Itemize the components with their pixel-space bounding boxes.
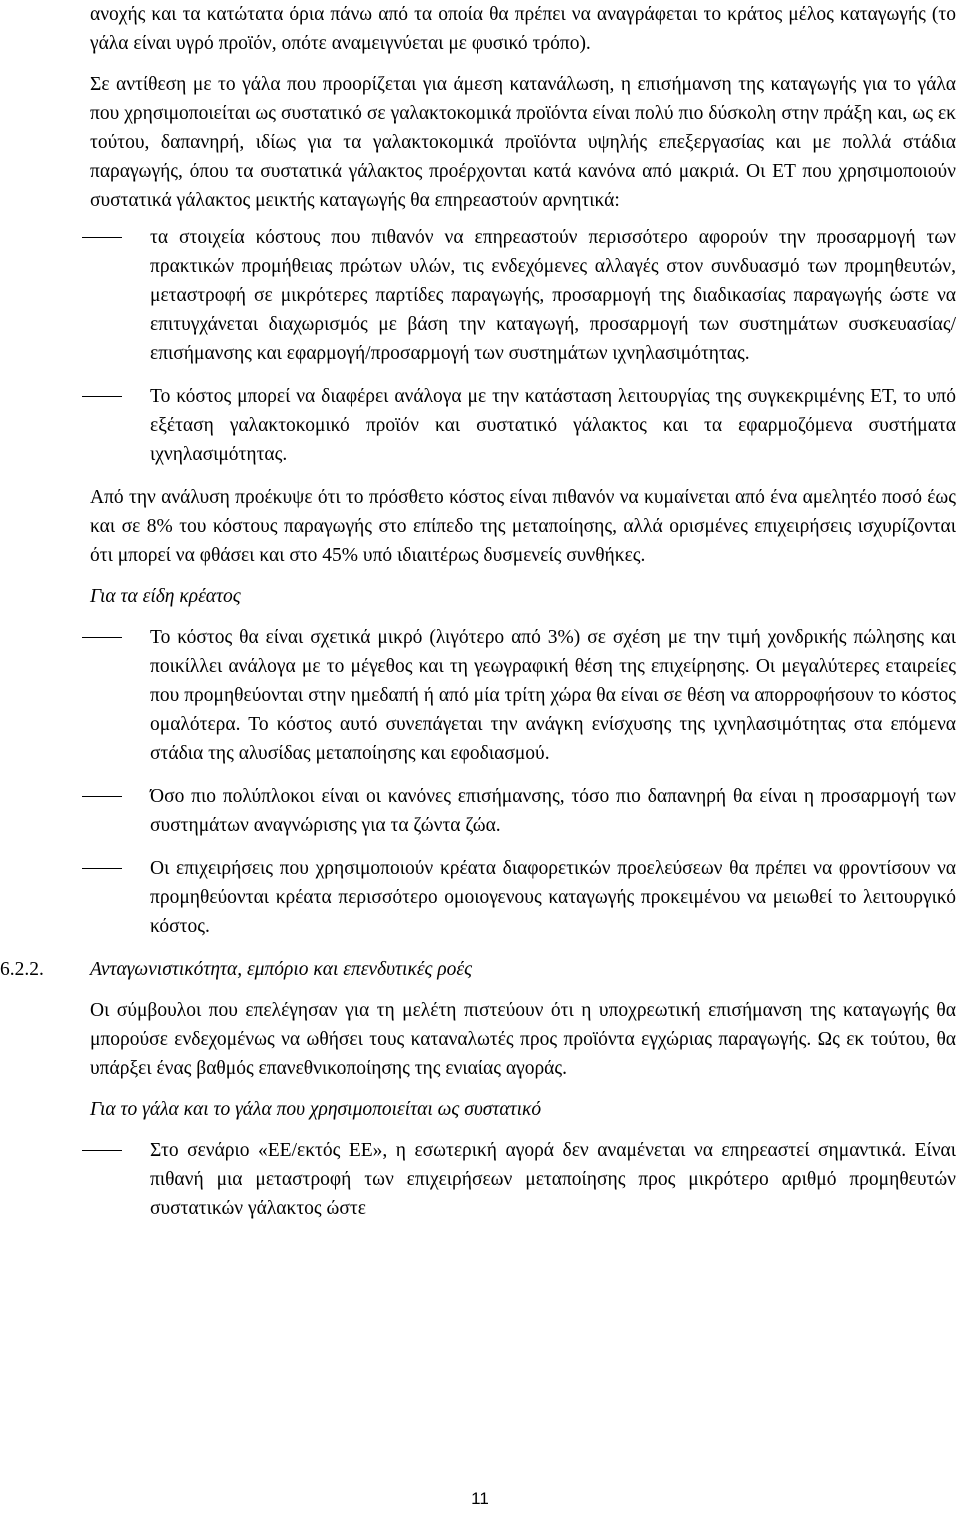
list-item — [90, 223, 956, 368]
intro-paragraph-2: Σε αντίθεση με το γάλα που προορίζεται για άμεση κατανάλωση, η επισήμανση της καταγωγής για το γάλα που χρησιμοποιείται ως συστατικό σε γαλακτοκομικά προϊόντα είναι πολύ πιο δύσκολη στην πράξη και, ως εκ τούτου, δαπανηρή, ιδίως για τα γαλακτοκομικά προϊόντα υψηλής επεξεργασίας και με πολλά στάδια παραγωγής, όπου τα συστατικά γάλακτος προέρχονται κατά κανόνα από μακριά. Οι ΕΤ που χρησιμοποιούν συστατικά γάλακτος μεικτής καταγωγής θα επηρεαστούν αρνητικά: — [90, 74, 956, 211]
milk-subheading: Για το γάλα και το γάλα που χρησιμοποιείται ως συστατικό — [90, 1099, 542, 1120]
list-item — [90, 382, 956, 469]
page-number: 11 — [471, 1489, 489, 1508]
list-item-text: Στο σενάριο «ΕΕ/εκτός ΕΕ», η εσωτερική αγορά δεν αναμένεται να επηρεαστεί σημαντικά. Είναι πιθανή μια μεταστροφή των επιχειρήσεων μεταποίησης προς μικρότερο αριθμό προμηθευτών συστατικών γάλακτος ώστε — [150, 1140, 956, 1219]
list-item-text: Όσο πιο πολύπλοκοι είναι οι κανόνες επισήμανσης, τόσο πιο δαπανηρή θα είναι η προσαρμογή των συστημάτων αναγνώρισης για τα ζώντα ζώα. — [150, 786, 956, 836]
consultants-paragraph: Οι σύμβουλοι που επελέγησαν για τη μελέτη πιστεύουν ότι η υποχρεωτική επισήμανση της καταγωγής θα μπορούσε ενδεχομένως να ωθήσει τους καταναλωτές προς προϊόντα εγχώριας παραγωγής. Ως εκ τούτου, θα υπάρξει ένας βαθμός επανεθνικοποίησης της ενιαίας αγοράς. — [90, 1000, 956, 1079]
section-number: 6.2.2. — [0, 959, 44, 980]
intro-paragraph-1: ανοχής και τα κατώτατα όρια πάνω από τα οποία θα πρέπει να αναγράφεται το κράτος μέλος καταγωγής (το γάλα είναι υγρό προϊόν, οπότε αναμειγνύεται με φυσικό τρόπο). — [90, 4, 956, 54]
list-item-text: Το κόστος μπορεί να διαφέρει ανάλογα με την κατάσταση λειτουργίας της συγκεκριμένης ΕΤ, το υπό εξέταση γαλακτοκομικό προϊόν και συστατικό γάλακτος και τα εφαρμοζόμενα συστήματα ιχνηλασιμότητας. — [150, 386, 956, 465]
dash-bullet-icon — [82, 637, 122, 638]
section-title: Ανταγωνιστικότητα, εμπόριο και επενδυτικές ροές — [90, 959, 472, 980]
section-heading — [0, 955, 956, 984]
list-item — [90, 1136, 956, 1223]
dash-bullet-icon — [82, 237, 122, 238]
dash-bullet-icon — [82, 1150, 122, 1151]
list-item — [90, 854, 956, 941]
list-item-text: Το κόστος θα είναι σχετικά μικρό (λιγότερο από 3%) σε σχέση με την τιμή χονδρικής πώλησης και ποικίλλει ανάλογα με το μέγεθος και τη γεωγραφική θέση της επιχείρησης. Οι μεγαλύτερες εταιρείες που προμηθεύονται στην ημεδαπή ή από μία τρίτη χώρα θα είναι σε θέση να απορροφήσουν το κόστος ομαλότερα. Το κόστος αυτό συνεπάγεται την ανάγκη ενίσχυσης της ιχνηλασιμότητας στα επόμενα στάδια της αλυσίδας μεταποίησης και εφοδιασμού. — [150, 627, 956, 764]
cost-analysis-paragraph: Από την ανάλυση προέκυψε ότι το πρόσθετο κόστος είναι πιθανόν να κυμαίνεται από ένα αμελητέο ποσό έως και σε 8% του κόστους παραγωγής στο επίπεδο της μεταποίησης, αλλά ορισμένες επιχειρήσεις ισχυρίζονται ότι μπορεί να φθάσει και στο 45% υπό ιδιαιτέρως δυσμενείς συνθήκες. — [90, 487, 956, 566]
list-item-text: τα στοιχεία κόστους που πιθανόν να επηρεαστούν περισσότερο αφορούν την προσαρμογή των πρακτικών προμήθειας πρώτων υλών, τις ενδεχόμενες αλλαγές στον συνδυασμό των προμηθευτών, μεταστροφή σε μικρότερες παρτίδες παραγωγής, προσαρμογή της διαδικασίας παραγωγής ώστε να επιτυγχάνεται διαχωρισμός με βάση την καταγωγή, προσαρμογή των συστημάτων συσκευασίας/επισήμανσης και εφαρμογή/προσαρμογή των συστημάτων ιχνηλασιμότητας. — [150, 227, 956, 364]
meat-subheading: Για τα είδη κρέατος — [90, 586, 241, 607]
list-item — [90, 782, 956, 840]
list-item — [90, 623, 956, 768]
dash-bullet-icon — [82, 396, 122, 397]
list-item-text: Οι επιχειρήσεις που χρησιμοποιούν κρέατα διαφορετικών προελεύσεων θα πρέπει να φροντίσουν να προμηθεύονται κρέατα περισσότερο ομοιογενους καταγωγής προκειμένου να μειωθεί το λειτουργικό κόστος. — [150, 858, 956, 937]
dash-bullet-icon — [82, 868, 122, 869]
dash-bullet-icon — [82, 796, 122, 797]
